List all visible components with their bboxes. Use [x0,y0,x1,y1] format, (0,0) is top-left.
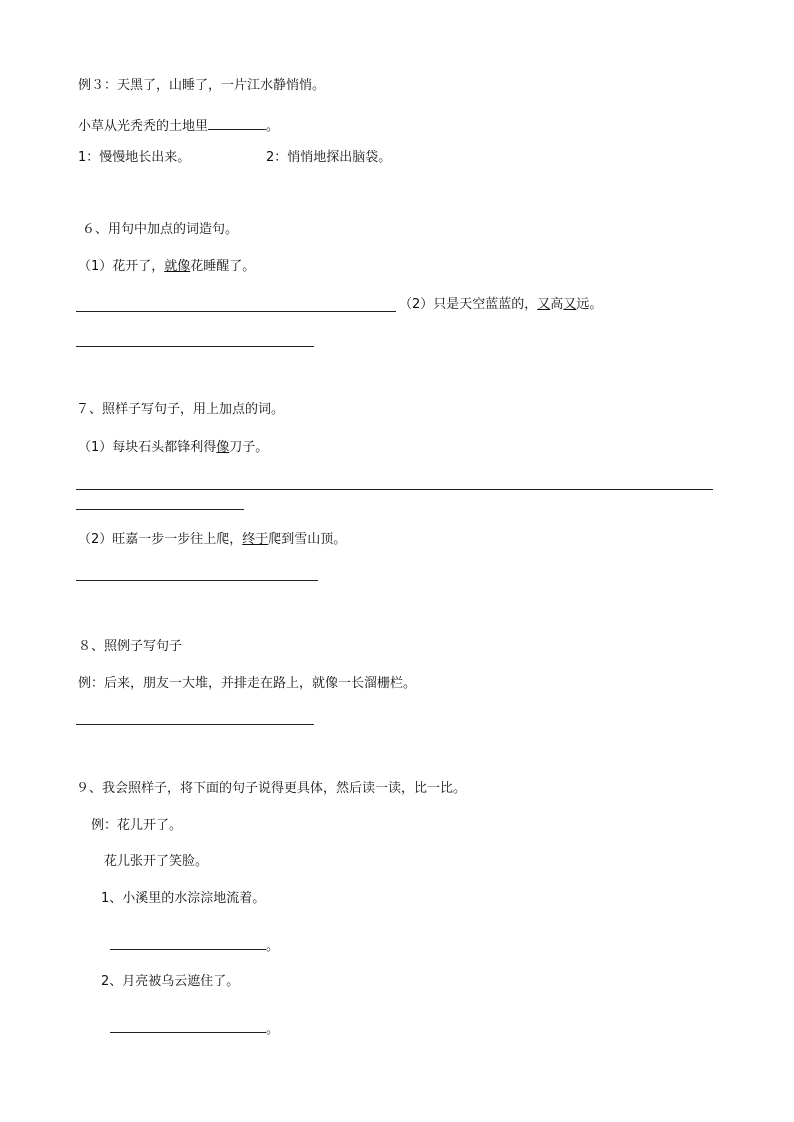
section-9-example-label: 例：花儿开了。 [91,818,183,833]
section-9-item-1: 1、小溪里的水淙淙地流着。 [101,891,266,906]
dotted-word: 就像 [164,259,191,274]
section-7-heading: ７、照样子写句子，用上加点的词。 [76,402,285,417]
example-3-option-2: 2：悄悄地探出脑袋。 [266,150,392,165]
section-6-item-1: （1）花开了，就像花睡醒了。 [78,259,256,274]
answer-line[interactable] [76,580,318,581]
fill-blank[interactable] [110,935,266,950]
dotted-word: 又 [537,297,551,312]
dotted-word: 像 [216,440,230,455]
section-9-answer-2: 。 [110,1018,279,1036]
dotted-word: 又 [563,297,577,312]
section-7-item-1: （1）每块石头都锋利得像刀子。 [78,440,269,455]
answer-line[interactable] [76,724,314,725]
answer-line[interactable] [76,346,314,347]
fill-blank[interactable] [208,115,266,130]
dotted-word: 终于 [242,532,269,547]
example-3-option-1: 1：慢慢地长出来。 [78,150,191,165]
section-9-example-answer: 花儿张开了笑脸。 [104,854,209,869]
section-8-heading: ８、照例子写句子 [78,639,183,654]
answer-line[interactable] [76,311,396,312]
section-9-answer-1: 。 [110,935,279,953]
section-6-heading: ６、用句中加点的词造句。 [82,222,239,237]
answer-line[interactable] [76,509,244,510]
section-9-heading: ９、我会照样子，将下面的句子说得更具体，然后读一读，比一比。 [76,781,467,796]
example-3-prompt: 小草从光秃秃的土地里 。 [78,115,279,133]
fill-blank[interactable] [110,1018,266,1033]
section-6-item-2: （2）只是天空蓝蓝的，又高又远。 [399,297,603,312]
section-9-item-2: 2、月亮被乌云遮住了。 [101,974,240,989]
section-7-item-2: （2）旺嘉一步一步往上爬，终于爬到雪山顶。 [78,532,347,547]
example-3-label: 例３：天黑了，山睡了，一片江水静悄悄。 [78,78,326,93]
section-8-example: 例：后来，朋友一大堆，并排走在路上，就像一长溜栅栏。 [78,676,417,691]
answer-line[interactable] [76,489,713,490]
